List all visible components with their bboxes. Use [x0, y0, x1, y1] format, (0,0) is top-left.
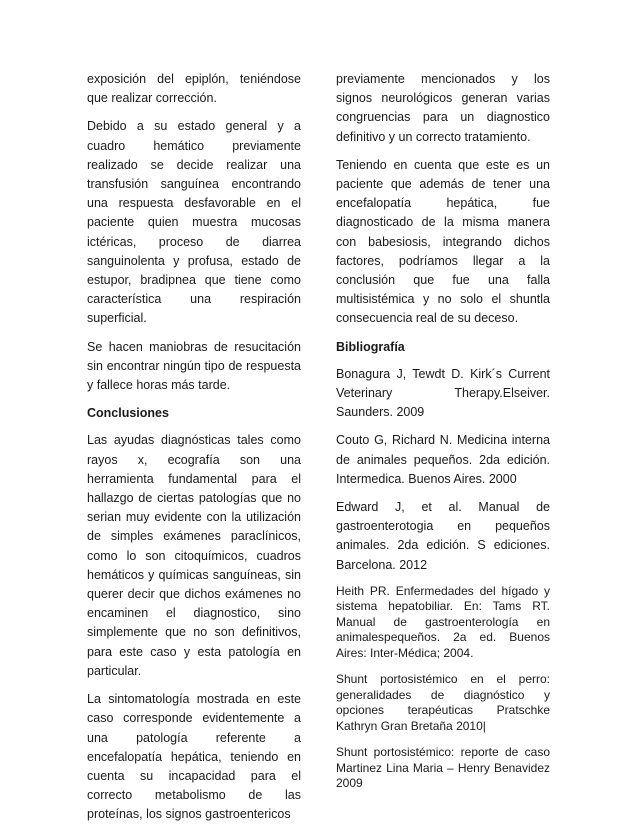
right-column — [336, 70, 550, 803]
conclusiones-heading: Conclusiones — [87, 406, 169, 421]
reference-pratschke: Shunt portosistémico en el perro: generalidades de diagnóstico y opciones terapéuticas Pratschke Kathryn Gran Bretaña 2010| — [336, 672, 550, 733]
paragraph-signos-neurologicos: previamente mencionados y los signos neurológicos generan varias congruencias para un diagnostico definitivo y un correcto tratamiento. — [336, 72, 550, 144]
paragraph-epiplon: exposición del epiplón, teniéndose que realizar corrección. — [87, 72, 301, 106]
paragraph-conclusion-falla: Teniendo en cuenta que este es un paciente que además de tener una encefalopatía hepática, fue diagnosticado de la misma manera con babesiosis, integrando dichos factores, podríamos llegar a la conclusión que fue una falla multisistémica y no solo el shuntla consecuencia real de su deceso. — [336, 157, 550, 326]
left-column — [87, 70, 301, 834]
paragraph-ayudas-diagnosticas: Las ayudas diagnósticas tales como rayos x, ecografía son una herramienta fundamental para el hallazgo de ciertas patologías que no serian muy evidente con la utilización de simples exámenes paraclínicos, como lo son citoquímicos, cuadros hemáticos y químicas sanguíneas, sin querer decir que dichos exámenes no encaminen el diagnostico, sino simplemente que no son definitivos, para este caso y esta patología en particular. — [87, 433, 301, 678]
bibliografia-heading: Bibliografía — [336, 339, 405, 354]
reference-edward: Edward J, et al. Manual de gastroenterotogia en pequeños animales. 2da edición. S ediciones. Barcelona. 2012 — [336, 500, 550, 572]
paragraph-resucitacion: Se hacen maniobras de resucitación sin encontrar ningún tipo de respuesta y fallece horas más tarde. — [87, 339, 301, 393]
reference-bonagura: Bonagura J, Tewdt D. Kirk´s Current Veterinary Therapy.Elseiver. Saunders. 2009 — [336, 366, 550, 420]
reference-couto: Couto G, Richard N. Medicina interna de animales pequeños. 2da edición. Intermedica. Buenos Aires. 2000 — [336, 433, 550, 486]
reference-heith: Heith PR. Enfermedades del hígado y sistema hepatobiliar. En: Tams RT. Manual de gastroenterología en animalespequeños. 2a ed. Buenos Aires: Inter-Médica; 2004. — [336, 583, 550, 660]
paragraph-sintomatologia: La sintomatología mostrada en este caso corresponde evidentemente a una patología referente a encefalopatía hepática, teniendo en cuenta su incapacidad para el correcto metabolismo de las proteínas, los signos gastroentericos — [87, 692, 301, 822]
reference-martinez: Shunt portosistémico: reporte de caso Martinez Lina Maria – Henry Benavidez 2009 — [336, 745, 550, 791]
paragraph-estado-general: Debido a su estado general y a cuadro hemático previamente realizado se decide realizar una transfusión sanguínea encontrando una respuesta desfavorable en el paciente quien muestra mucosas ictéricas, proceso de diarrea sanguinolenta y profusa, estado de estupor, bradipnea que tiene como característica una respiración superficial. — [87, 119, 301, 326]
